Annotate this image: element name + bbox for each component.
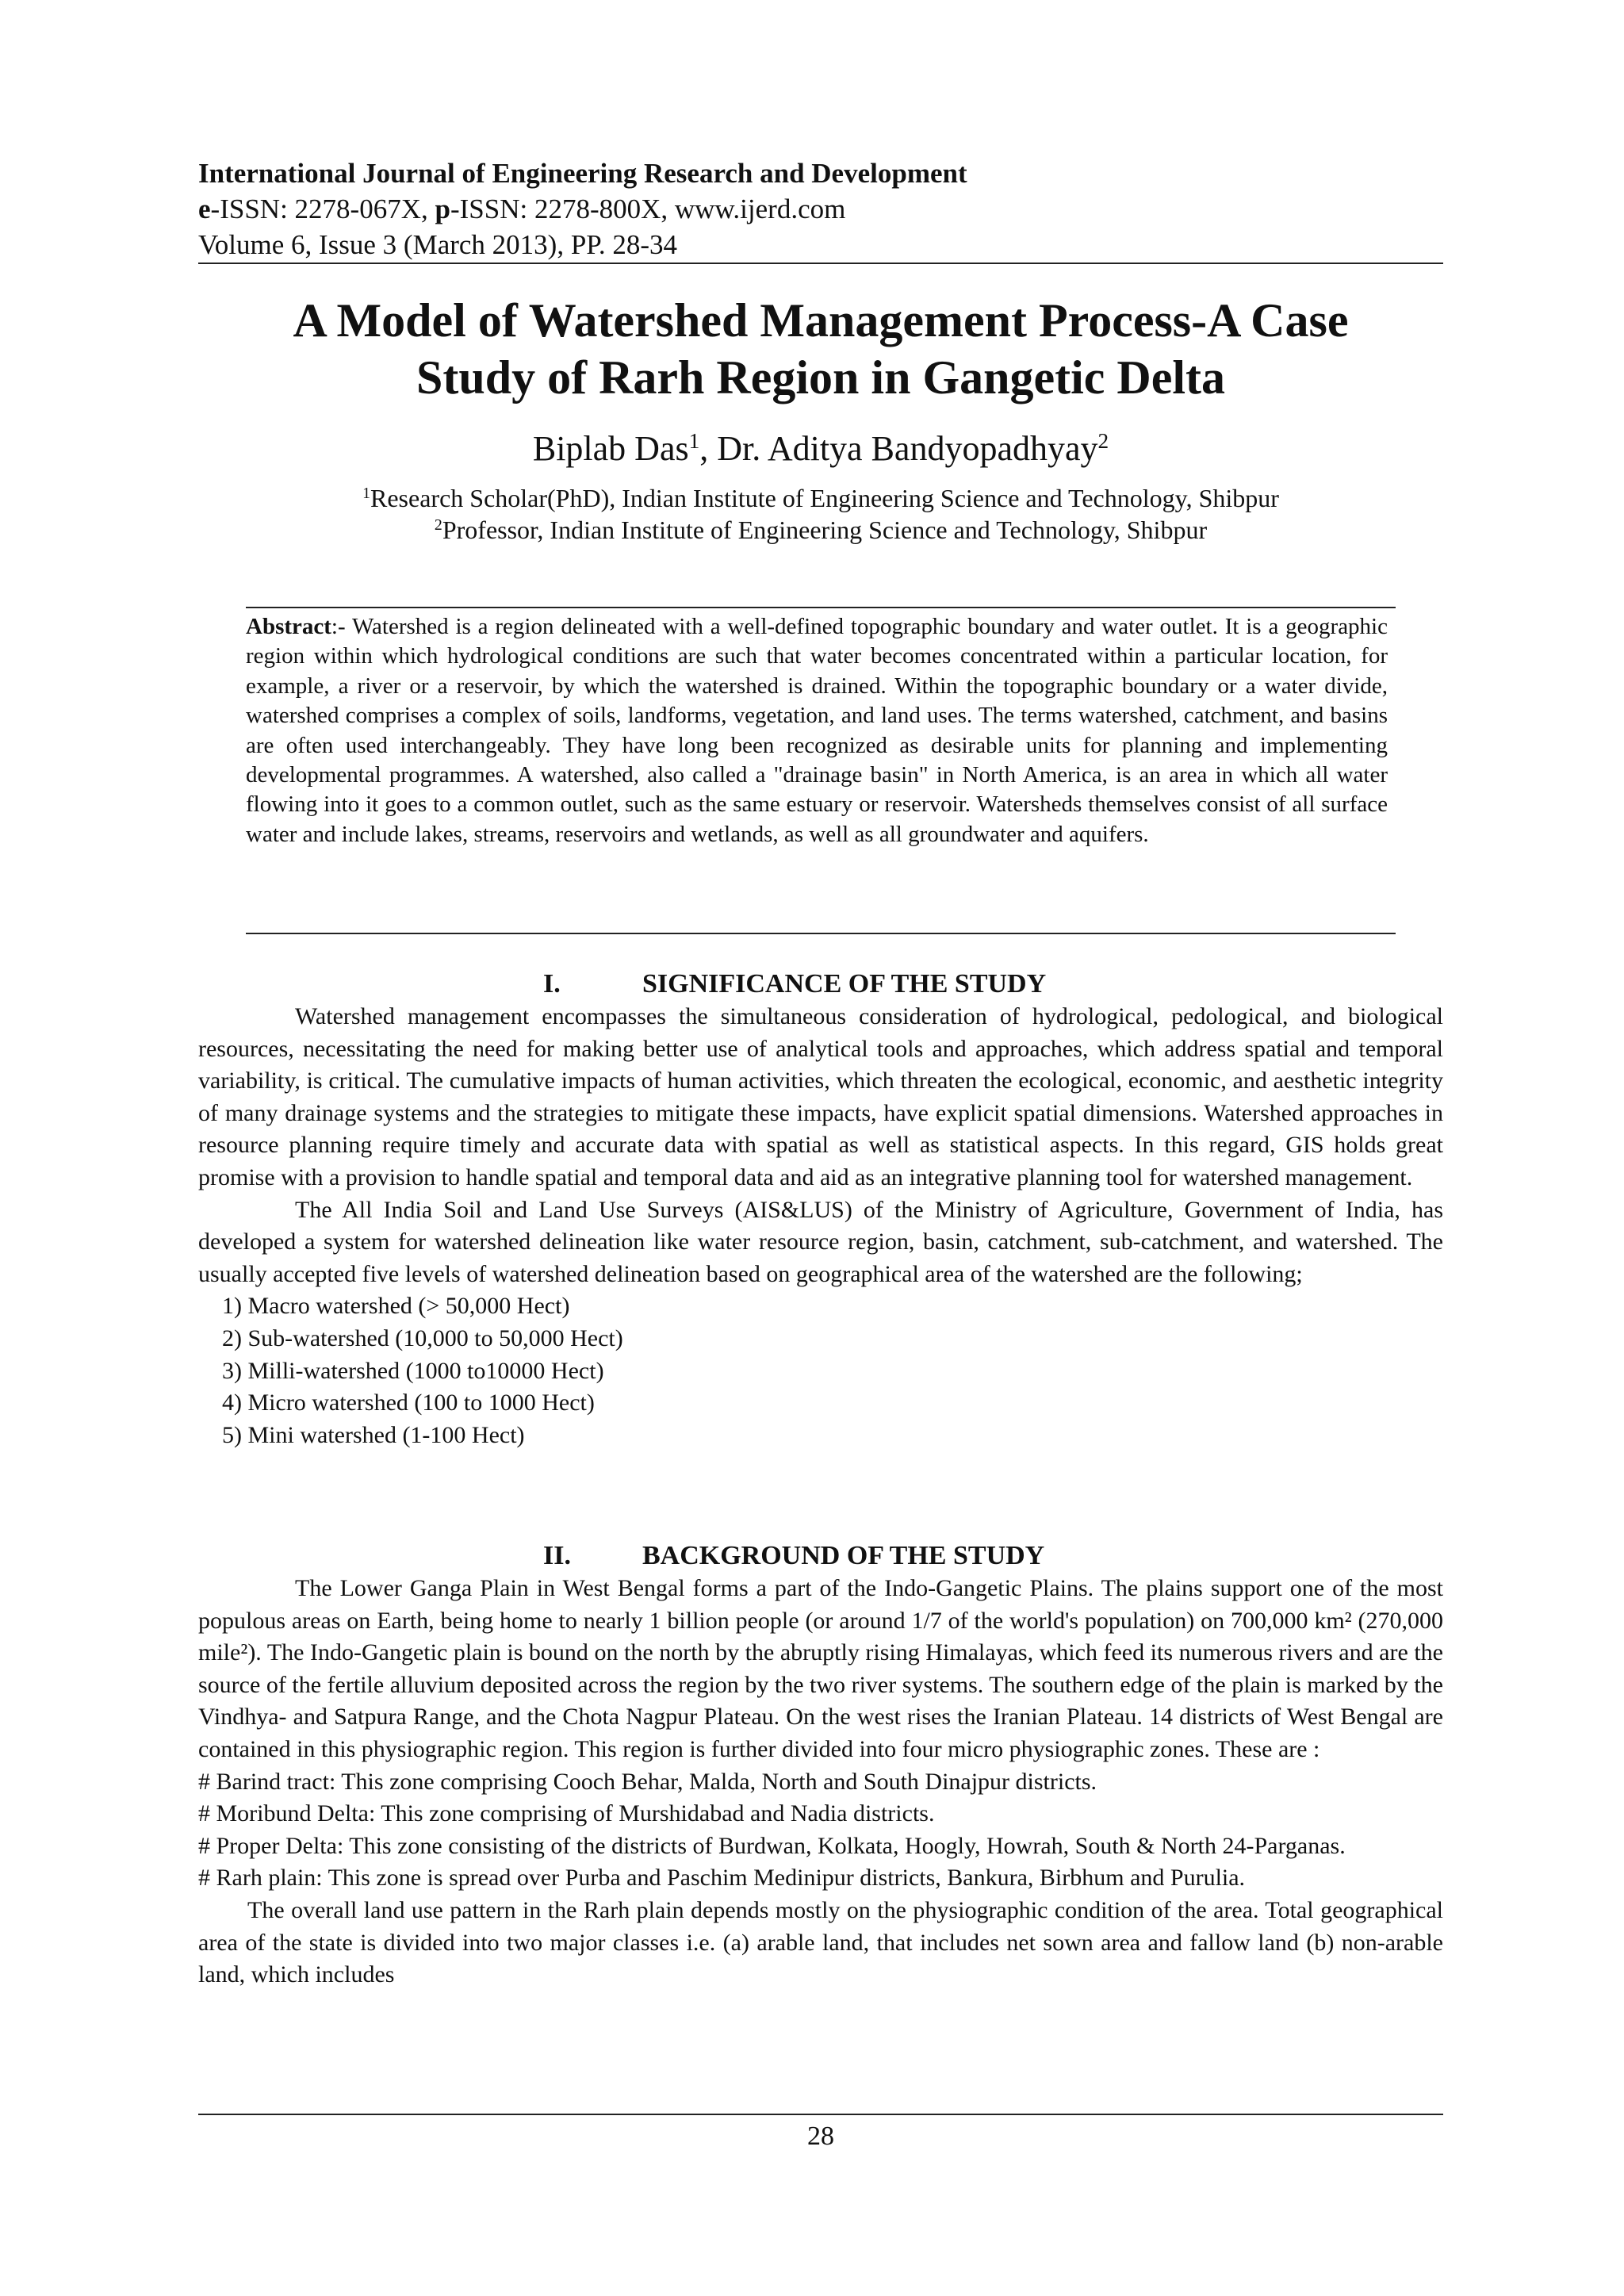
zone-item: # Barind tract: This zone comprising Cooch Behar, Malda, North and South Dinajpur districts.: [198, 1768, 1097, 1795]
affiliation-2: [198, 514, 1443, 546]
affiliation-1-mark: 1: [362, 485, 370, 503]
list-item: 1) Macro watershed (> 50,000 Hect): [222, 1293, 570, 1320]
journal-volume: Volume 6, Issue 3 (March 2013), PP. 28-34: [198, 229, 678, 260]
abstract: [246, 612, 1388, 849]
section-1-paragraph-1: Watershed management encompasses the simultaneous consideration of hydrological, pedological, and biological resources, necessitating the need for making better use of analytical tools and approaches, which address spatial and temporal variability, is critical. The cumulative impacts of human activities, which threaten the ecological, economic, and aesthetic integrity of many drainage systems and the strategies to mitigate these impacts, have explicit spatial dimensions. Watershed approaches in resource planning require timely and accurate data with spatial as well as statistical aspects. In this regard, GIS holds great promise with a provision to handle spatial and temporal data and aid as an integrative planning tool for watershed management.: [198, 1003, 1443, 1190]
author-1: Biplab Das: [532, 429, 689, 468]
list-item: 3) Milli-watershed (1000 to10000 Hect): [222, 1357, 604, 1384]
page-number: 28: [807, 2122, 834, 2151]
section-1-paragraph-2: The All India Soil and Land Use Surveys (AIS&LUS) of the Ministry of Agriculture, Government of India, has developed a system for watershed delineation like water resource region, basin, catchment, sub-catchment, and watershed. The usually accepted five levels of watershed delineation based on geographical area of the watershed are the following;: [198, 1196, 1443, 1287]
author-separator: ,: [699, 429, 718, 468]
list-item: 4) Micro watershed (100 to 1000 Hect): [222, 1389, 595, 1416]
author-2: Dr. Aditya Bandyopadhyay: [717, 429, 1098, 468]
affiliation-2-text: Professor, Indian Institute of Engineering Science and Technology, Shibpur: [442, 516, 1208, 544]
abstract-text: Watershed is a region delineated with a well-defined topographic boundary and water outlet. It is a geographic region within which hydrological conditions are such that water becomes concentrated within a particular location, for example, a river or a reservoir, by which the watershed is drained. Within the topographic boundary or a water divide, watershed comprises a complex of soils, landforms, vegetation, and land uses. The terms watershed, catchment, and basins are often used interchangeably. They have long been recognized as desirable units for planning and implementing developmental programmes. A watershed, also called a "drainage basin" in North America, is an area in which all water flowing into it goes to a common outlet, such as the same estuary or reservoir. Watersheds themselves consist of all surface water and include lakes, streams, reservoirs and wetlands, as well as all groundwater and aquifers.: [246, 614, 1388, 847]
paper-title: [198, 292, 1443, 406]
zone-item: # Proper Delta: This zone consisting of the districts of Burdwan, Kolkata, Hoogly, Howrah, South & North 24-Parganas.: [198, 1832, 1346, 1859]
paper-title-line-2: Study of Rarh Region in Gangetic Delta: [416, 351, 1225, 404]
affiliations: [198, 482, 1443, 546]
abstract-separator: :-: [331, 614, 352, 639]
section-1-title: SIGNIFICANCE OF THE STUDY: [642, 969, 1047, 999]
abstract-top-rule: [246, 607, 1396, 608]
section-2-paragraph-1: The Lower Ganga Plain in West Bengal forms a part of the Indo-Gangetic Plains. The plains support one of the most populous areas on Earth, being home to nearly 1 billion people (or around 1/7 of the world's population) on 700,000 km² (270,000 mile²). The Indo-Gangetic plain is bound on the north by the abruptly rising Himalayas, which feed its numerous rivers and are the source of the fertile alluvium deposited across the region by the two river systems. The southern edge of the plain is marked by the Vindhya- and Satpura Range, and the Chota Nagpur Plateau. On the west rises the Iranian Plateau. 14 districts of West Bengal are contained in this physiographic region. This region is further divided into four micro physiographic zones. These are :: [198, 1575, 1443, 1762]
pissn-label: p: [435, 194, 450, 224]
author-1-affil-mark: 1: [688, 429, 700, 453]
list-item: 2) Sub-watershed (10,000 to 50,000 Hect): [222, 1324, 623, 1351]
affiliation-2-mark: 2: [434, 516, 442, 535]
section-2-number: II.: [543, 1541, 571, 1570]
journal-header: [198, 155, 1443, 263]
header-rule: [198, 263, 1443, 264]
section-1-number: I.: [543, 969, 561, 999]
list-item: 5) Mini watershed (1-100 Hect): [222, 1421, 525, 1448]
abstract-bottom-rule: [246, 933, 1396, 934]
zone-item: # Moribund Delta: This zone comprising of Murshidabad and Nadia districts.: [198, 1800, 935, 1827]
footer-rule: [198, 2114, 1443, 2115]
section-2-title: BACKGROUND OF THE STUDY: [642, 1541, 1045, 1570]
eissn-value: -ISSN: 2278-067X,: [210, 194, 435, 224]
author-line: [198, 427, 1443, 471]
zone-item: # Rarh plain: This zone is spread over Purba and Paschim Medinipur districts, Bankura, Birbhum and Purulia.: [198, 1865, 1246, 1892]
pissn-value: -ISSN: 2278-800X, www.ijerd.com: [450, 194, 846, 224]
section-2-body: [198, 1573, 1443, 1991]
affiliation-1: [198, 482, 1443, 514]
abstract-label: Abstract: [246, 614, 331, 639]
journal-issn: [198, 191, 1443, 227]
section-2-paragraph-2: The overall land use pattern in the Rarh plain depends mostly on the physiographic condition of the area. Total geographical area of the state is divided into two major classes i.e. (a) arable land, that includes net sown area and fallow land (b) non-arable land, which includes: [198, 1896, 1443, 1988]
section-1-body: [198, 1001, 1443, 1451]
paper-title-line-1: A Model of Watershed Management Process-A Case: [293, 294, 1349, 347]
journal-title: International Journal of Engineering Research and Development: [198, 158, 967, 189]
affiliation-1-text: Research Scholar(PhD), Indian Institute of Engineering Science and Technology, Shibpur: [370, 484, 1279, 512]
eissn-label: e: [198, 194, 211, 224]
author-2-affil-mark: 2: [1097, 429, 1109, 453]
